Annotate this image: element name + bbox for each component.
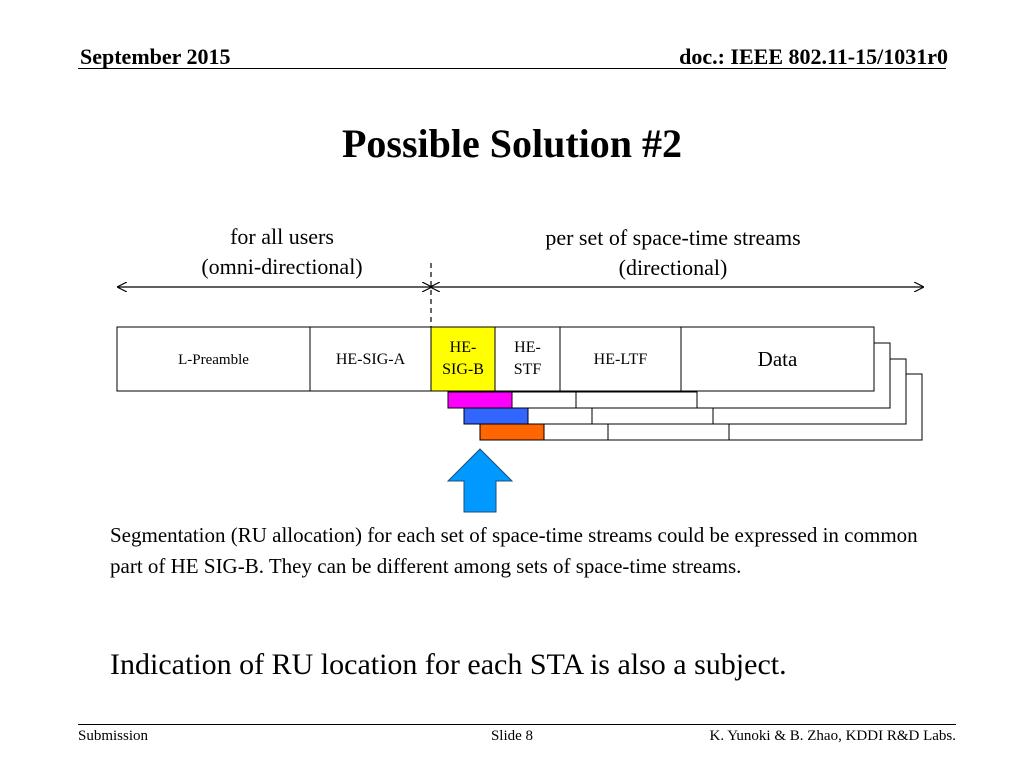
- l-preamble-label: L-Preamble: [178, 352, 249, 368]
- stream-4-sig-b: [480, 424, 544, 440]
- header-date: September 2015: [80, 44, 231, 69]
- stream-2-sig-b: [448, 392, 512, 408]
- he-sig-b-line1: HE-: [449, 339, 477, 356]
- he-sig-b-line2: SIG-B: [442, 361, 484, 378]
- he-sig-a-label: HE-SIG-A: [335, 351, 406, 368]
- all-users-line1: for all users: [230, 224, 334, 249]
- header-doc-id: doc.: IEEE 802.11-15/1031r0: [679, 44, 948, 69]
- ru-location-note: Indication of RU location for each STA is also a subject.: [110, 648, 787, 681]
- per-set-line1: per set of space-time streams: [545, 225, 801, 250]
- data-label: Data: [757, 347, 798, 371]
- he-sig-b-label: [431, 337, 495, 381]
- he-ltf-label: HE-LTF: [593, 351, 648, 368]
- segmentation-description: Segmentation (RU allocation) for each set of space-time streams could be expressed in common part of HE SIG-B. They can be different among sets of space-time streams.: [110, 523, 918, 578]
- per-set-line2: (directional): [618, 255, 728, 280]
- stream-3-sig-b: [464, 408, 528, 424]
- all-users-line2: (omni-directional): [201, 254, 363, 279]
- footer-submission: Submission: [78, 728, 149, 744]
- footer-authors: K. Yunoki & B. Zhao, KDDI R&D Labs.: [709, 728, 956, 744]
- he-stf-line2: STF: [513, 361, 542, 378]
- footer-slide-number: Slide 8: [490, 728, 534, 744]
- he-stf-label: [495, 337, 560, 381]
- slide-title: Possible Solution #2: [341, 121, 683, 166]
- footer-rule: [78, 724, 956, 725]
- he-stf-line1: HE-: [514, 339, 541, 356]
- up-arrow-icon: [448, 449, 512, 512]
